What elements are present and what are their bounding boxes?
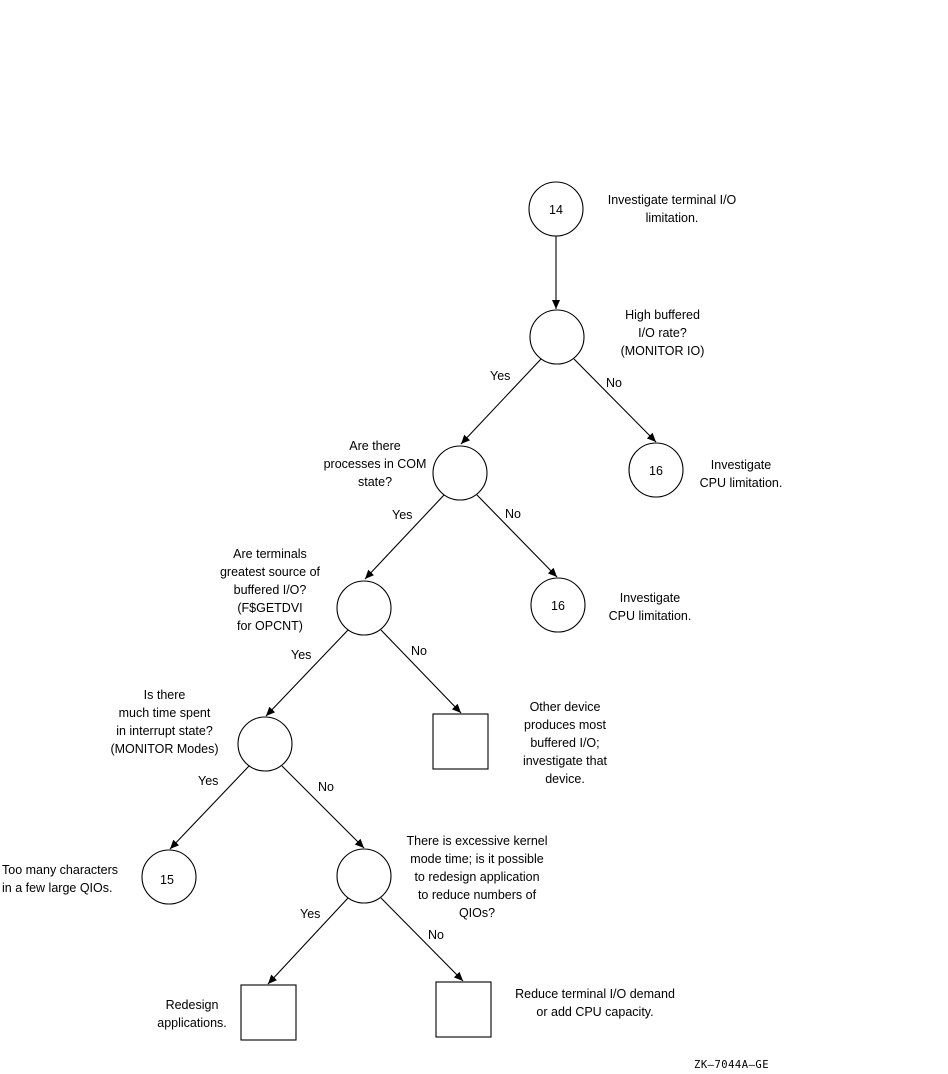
text-line: High buffered	[625, 308, 700, 322]
text-line: to reduce numbers of	[417, 888, 537, 902]
node-number-15: 15	[160, 873, 174, 887]
text-line: state?	[357, 475, 393, 489]
figure-id: ZK–7044A–GE	[694, 1059, 770, 1071]
text-line: (F$GETDVI	[237, 601, 303, 615]
text-line: limitation.	[645, 211, 699, 225]
text-line: mode time; is it possible	[410, 852, 544, 866]
text-line: Are terminals	[233, 547, 307, 561]
question-interrupt-state	[97, 686, 232, 758]
text-line: greatest source of	[219, 565, 321, 579]
question-terminal-source	[210, 545, 330, 635]
text-line: buffered I/O?	[233, 583, 307, 597]
yes-label-q3: Yes	[291, 648, 312, 662]
text-line: Is there	[143, 688, 186, 702]
text-line: or add CPU capacity.	[536, 1005, 654, 1019]
text-line: in interrupt state?	[116, 724, 213, 738]
text-line: much time spent	[118, 706, 211, 720]
node-number-14: 14	[549, 203, 563, 217]
no-label-q5: No	[428, 928, 444, 942]
decision-node-terminal-source	[337, 581, 391, 635]
yes-label-q2: Yes	[392, 508, 413, 522]
outcome-box-other-device	[433, 714, 488, 769]
decision-node-com-state	[433, 446, 487, 500]
decision-node-buffered-io	[530, 310, 584, 364]
outcome-box-redesign	[241, 985, 296, 1040]
text-line: to redesign application	[414, 870, 540, 884]
text-line: (MONITOR IO)	[620, 344, 705, 358]
text-line: Investigate	[710, 458, 772, 472]
question-com-state	[320, 437, 430, 491]
arrow-q3-yes	[266, 630, 348, 716]
decision-node-interrupt-state	[238, 717, 292, 771]
text-line: Too many characters	[2, 863, 119, 877]
text-line: (MONITOR Modes)	[110, 742, 219, 756]
no-label-q3: No	[411, 644, 427, 658]
text-line: Redesign	[165, 998, 219, 1012]
text-line: applications.	[157, 1016, 227, 1030]
start-label	[590, 191, 754, 227]
yes-label-q4: Yes	[198, 774, 219, 788]
yes-label-q1: Yes	[490, 369, 511, 383]
text-line: device.	[545, 772, 585, 786]
text-line: Reduce terminal I/O demand	[515, 987, 675, 1001]
text-line: I/O rate?	[638, 326, 687, 340]
no-label-q1: No	[606, 376, 622, 390]
no-label-q4: No	[318, 780, 334, 794]
text-line: investigate that	[522, 754, 608, 768]
outcome-other-device	[495, 698, 635, 788]
text-line: CPU limitation.	[608, 609, 692, 623]
yes-label-q5: Yes	[300, 907, 321, 921]
outcome-reduce-demand	[500, 985, 690, 1021]
outcome-box-reduce-demand	[436, 982, 491, 1037]
text-line: There is excessive kernel	[406, 834, 548, 848]
outcome-cpu-limitation-a	[686, 456, 796, 492]
text-line: produces most	[524, 718, 606, 732]
text-line: Investigate terminal I/O	[607, 193, 737, 207]
text-line: for OPCNT)	[237, 619, 303, 633]
question-kernel-mode	[392, 832, 562, 922]
arrow-q1-no	[574, 359, 656, 442]
outcome-too-many-characters	[2, 861, 118, 897]
no-label-q2: No	[505, 507, 521, 521]
text-line: QIOs?	[458, 906, 496, 920]
question-buffered-io	[600, 306, 725, 360]
text-line: Investigate	[619, 591, 681, 605]
decision-node-kernel-mode	[337, 849, 391, 903]
text-line: processes in COM	[323, 457, 427, 471]
outcome-cpu-limitation-b	[590, 589, 710, 625]
node-number-16-a: 16	[649, 464, 663, 478]
text-line: in a few large QIOs.	[2, 881, 113, 895]
node-number-16-b: 16	[551, 599, 565, 613]
outcome-redesign-applications	[142, 996, 242, 1032]
text-line: buffered I/O;	[530, 736, 600, 750]
text-line: Other device	[529, 700, 601, 714]
text-line: Are there	[349, 439, 401, 453]
text-line: CPU limitation.	[699, 476, 783, 490]
